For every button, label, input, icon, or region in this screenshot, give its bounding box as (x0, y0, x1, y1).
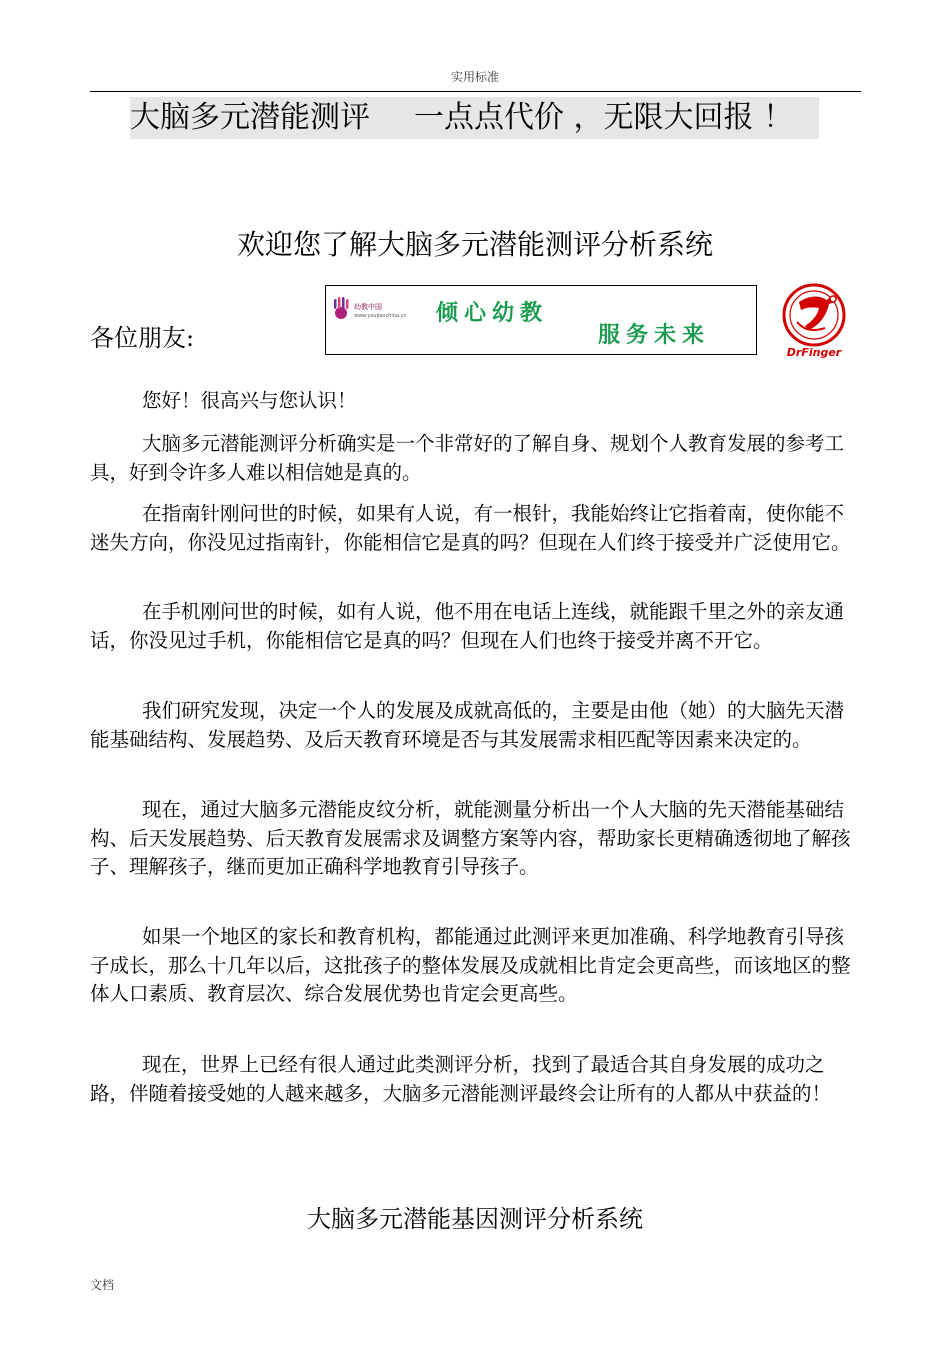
page-title: 欢迎您了解大脑多元潜能测评分析系统 (236, 228, 713, 261)
ad-slogan-2: 服务未来 (598, 323, 711, 348)
ad-logo-url: www.youjiaochina.cn (354, 313, 407, 319)
paragraph-greeting: 您好！很高兴与您认识！ (142, 389, 357, 412)
paragraph-phone: 在手机刚问世的时候，如有人说，他不用在电话上连线，就能跟千里之外的亲友通话，你没见过手机，你能相信它是真的吗？但现在人们也终于接受并离不开它。 (90, 600, 845, 652)
paragraph-world: 现在，世界上已经有很人通过此类测评分析，找到了最适合其自身发展的成功之路，伴随着接受她的人越来越多，大脑多元潜能测评最终会让所有的人都从中获益的！ (90, 1053, 832, 1105)
banner-left-text: 大脑多元潜能测评 (130, 100, 370, 135)
hand-logo-icon (330, 296, 352, 324)
youjiao-ad-banner (325, 285, 757, 355)
slogan-banner (130, 97, 819, 139)
greeting-label: 各位朋友: (90, 324, 195, 352)
paragraph-research: 我们研究发现，决定一个人的发展及成就高低的，主要是由他（她）的大脑先天潜能基础结构、发展趋势、及后天教育环境是否与其发展需求相匹配等因素来决定的。 (90, 699, 845, 751)
ad-logo-text: 幼教中国 (354, 303, 382, 311)
drfinger-label: DrFinger (786, 346, 842, 359)
ad-slogan-1: 倾心幼教 (436, 301, 549, 326)
banner-right-text: 一点点代价 ，无限大回报 ！ (414, 100, 794, 135)
paragraph-analysis: 现在，通过大脑多元潜能皮纹分析，就能测量分析出一个人大脑的先天潜能基础结构、后天发展趋势、后天教育发展需求及调整方案等内容，帮助家长更精确透彻地了解孩子、理解孩子，继而更加正确科学地教育引导孩子。 (90, 798, 851, 878)
paragraph-intro: 大脑多元潜能测评分析确实是一个非常好的了解自身、规划个人教育发展的参考工具，好到令许多人难以相信她是真的。 (90, 432, 845, 484)
paragraph-region: 如果一个地区的家长和教育机构，都能通过此测评来更加准确、科学地教育引导孩子成长，那么十几年以后，这批孩子的整体发展及成就相比肯定会更高些，而该地区的整体人口素质、教育层次、综合发展优势也肯定会更高些。 (90, 925, 851, 1005)
paragraph-compass: 在指南针刚问世的时候，如果有人说，有一根针，我能始终让它指着南，使你能不迷失方向，你没见过指南针，你能相信它是真的吗？但现在人们终于接受并广泛使用它。 (90, 502, 851, 554)
section-title: 大脑多元潜能基因测评分析系统 (307, 1205, 643, 1233)
header-divider (90, 91, 861, 92)
page-header-label: 实用标准 (450, 70, 499, 84)
drfinger-logo (779, 282, 849, 362)
page-footer-label: 文档 (90, 1278, 115, 1292)
